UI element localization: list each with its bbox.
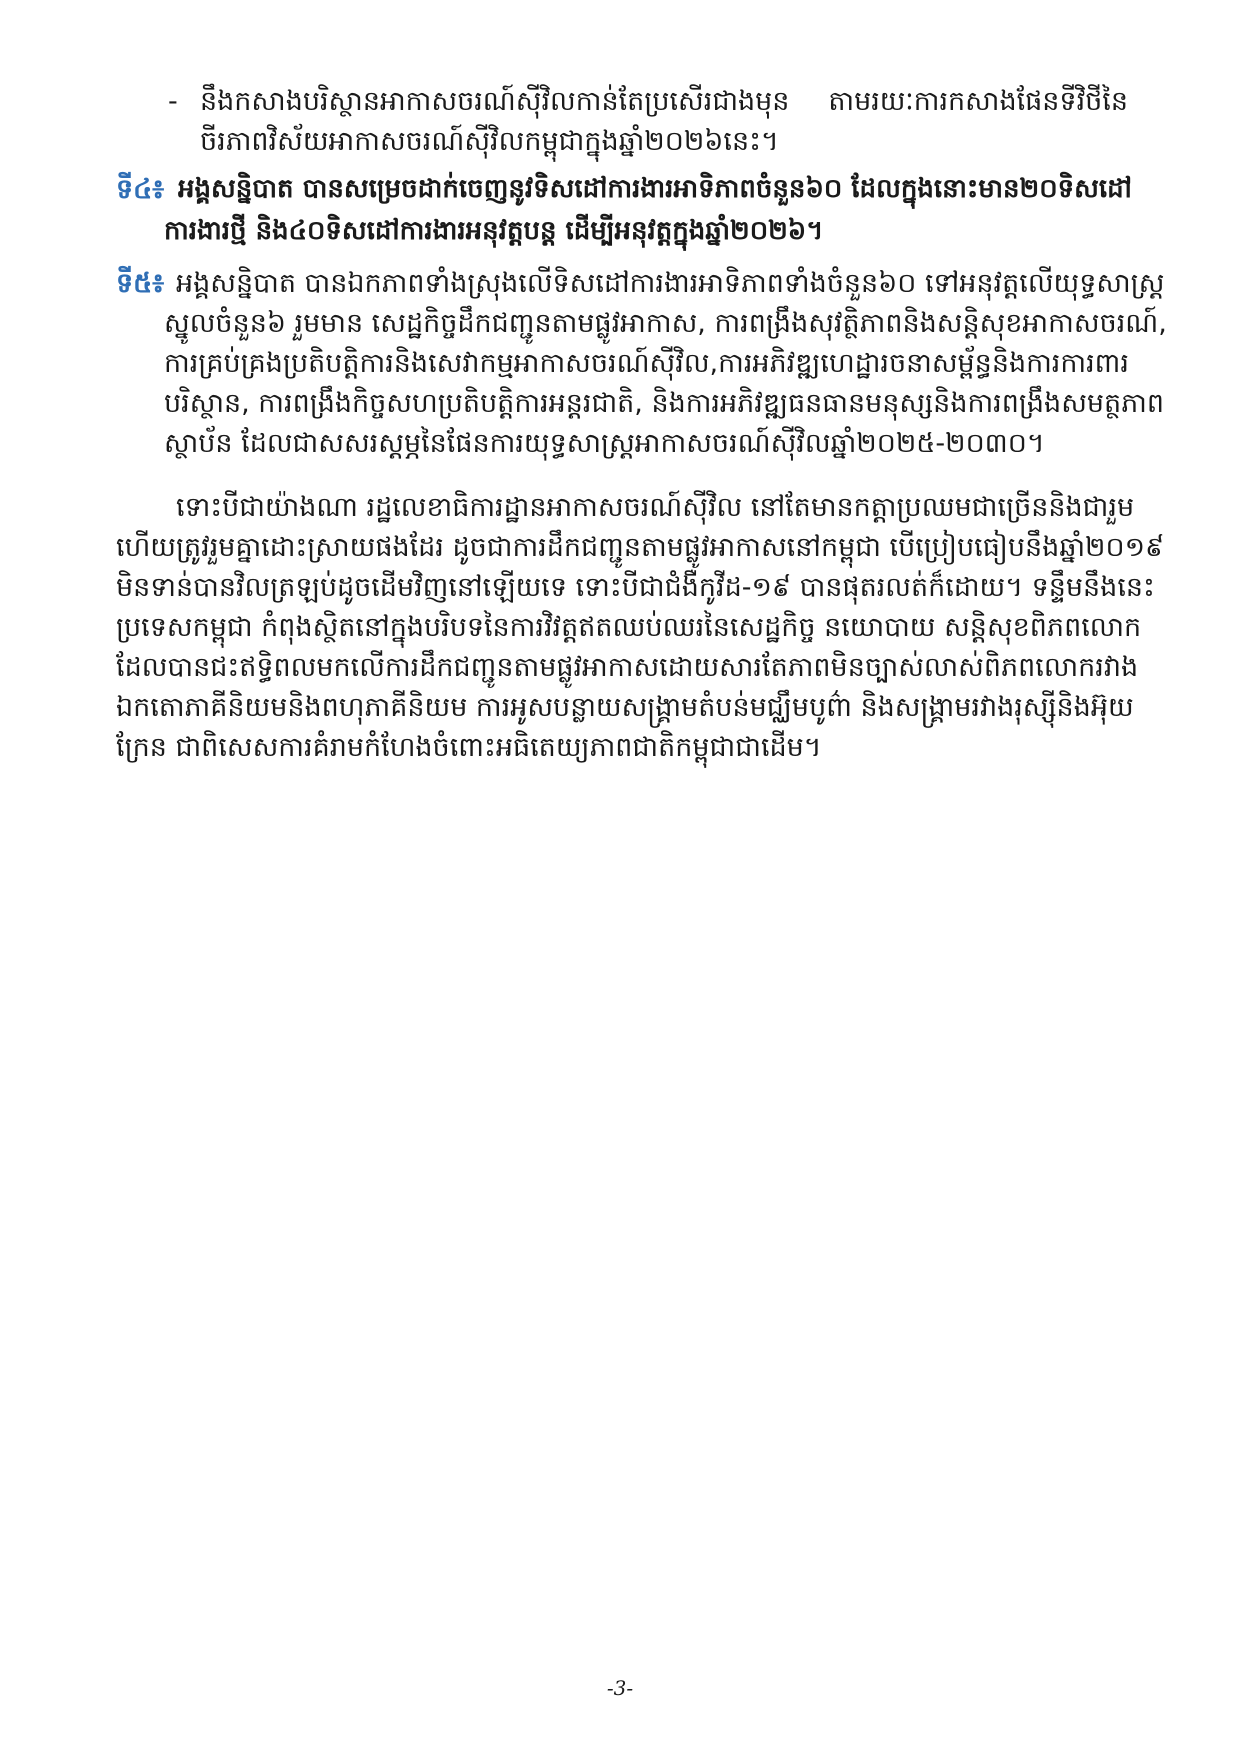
paragraph-line-7: ក្រែន ជាពិសេសការគំរាមកំហែងចំពោះអធិតេយ្យភាពជាតិកម្ពុជាជាដើម។ <box>116 732 822 763</box>
item-5-line-3-part-1: ការគ្រប់គ្រងប្រតិបត្តិការនិងសេវាកម្មអាកាសចរណ៍ស៊ីវិល, <box>164 348 719 379</box>
item-4-marker: ទី៤៖ <box>116 174 165 205</box>
item-5-line-2: ស្នូលចំនួន៦ រួមមាន សេដ្ឋកិច្ចដឹកជញ្ជូនតាមផ្លូវអាកាស, ការពង្រឹងសុវត្ថិភាពនិងសន្តិសុខអាកាសចរណ៍, <box>164 308 1167 339</box>
item-5-line-1: អង្គសន្និបាត បានឯកភាពទាំងស្រុងលើទិសដៅការងារអាទិភាពទាំងចំនួន៦០ ទៅអនុវត្តលើយុទ្ធសាស្ត្រ <box>176 268 1165 299</box>
paragraph-line-6-part-1: ឯកតោភាគីនិយមនិងពហុភាគីនិយម ការអូសបន្លាយសង្គ្រាមតំបន់មជ្ឈឹមបូព៌ា និង <box>116 692 895 723</box>
bullet-line-1-part-1: នឹងកសាងបរិស្ថានអាកាសចរណ៍ស៊ីវិលកាន់តែប្រសើរជាងមុន <box>200 86 790 117</box>
item-4-line-2: ការងារថ្មី និង៤០ទិសដៅការងារអនុវត្តបន្ត ដើម្បីអនុវត្តក្នុងឆ្នាំ២០២៦។ <box>164 216 824 246</box>
paragraph-line-3: មិនទាន់បានវិលត្រឡប់ដូចដើមវិញនៅឡើយទេ ទោះបីជាជំងឺកូវីដ-១៩ បានផុតរលត់ក៏ដោយ។ ទន្ទឹមនឹងនេះ <box>116 572 1155 603</box>
item-5-line-4: បរិស្ថាន, ការពង្រឹងកិច្ចសហប្រតិបត្តិការអន្តរជាតិ, និងការអភិវឌ្ឍធនធានមនុស្សនិងការពង្រឹងសមត្ថភាព <box>164 388 1165 419</box>
bullet-line-1 <box>200 88 1128 115</box>
item-5-line-3-part-2: ការអភិវឌ្ឍហេដ្ឋារចនាសម្ព័ន្ធនិងការការពារ <box>718 348 1129 379</box>
item-5-marker: ទី៥៖ <box>116 268 165 299</box>
paragraph-line-4: ប្រទេសកម្ពុជា កំពុងស្ថិតនៅក្នុងបរិបទនៃការវិវត្តឥតឈប់ឈរនៃសេដ្ឋកិច្ច នយោបាយ សន្តិសុខពិភពលោក <box>116 612 1142 643</box>
item-4-line-1: អង្គសន្និបាត បានសម្រេចដាក់ចេញនូវទិសដៅការងារអាទិភាពចំនួន៦០ ដែលក្នុងនោះមាន២០ទិសដៅ <box>178 174 1132 204</box>
paragraph-line-5 <box>116 652 1139 683</box>
bullet-line-1-part-2: តាមរយៈការកសាងផែនទីវិថីនៃ <box>828 86 1128 117</box>
item-5-line-3 <box>164 350 1128 377</box>
item-5-line-5: ស្ថាប័ន ដែលជាសសរស្តម្ភនៃផែនការយុទ្ធសាស្ត្រអាកាសចរណ៍ស៊ីវិលឆ្នាំ២០២៥-២០៣០។ <box>164 428 1045 459</box>
paragraph-line-6 <box>116 692 1134 723</box>
page-number: -3- <box>606 1676 634 1700</box>
bullet-line-2: ចីរភាពវិស័យអាកាសចរណ៍ស៊ីវិលកម្ពុជាក្នុងឆ្នាំ២០២៦នេះ។ <box>200 126 779 157</box>
paragraph-line-5-part-1: ដែលបានជះឥទ្ធិពលមកលើការដឹកជញ្ជូនតាមផ្លូវអាកាស <box>116 652 660 683</box>
paragraph-line-2: ហើយត្រូវរួមគ្នាដោះស្រាយផងដែរ ដូចជាការដឹកជញ្ជូនតាមផ្លូវអាកាសនៅកម្ពុជា បើប្រៀបធៀបនឹងឆ្នាំ២០១៩ <box>116 532 1165 563</box>
paragraph-line-5-part-2: ដោយសារតែភាពមិនច្បាស់លាស់ពិភពលោករវាង <box>659 652 1139 683</box>
bullet-dash: - <box>168 86 178 117</box>
paragraph-line-1: ទោះបីជាយ៉ាងណា រដ្ឋលេខាធិការដ្ឋានអាកាសចរណ៍ស៊ីវិល នៅតែមានកត្តាប្រឈមជាច្រើននិងជារួម <box>176 492 1135 523</box>
paragraph-line-6-part-2: សង្គ្រាមរវាងរុស្ស៊ីនិងអ៊ុយ <box>894 692 1134 723</box>
